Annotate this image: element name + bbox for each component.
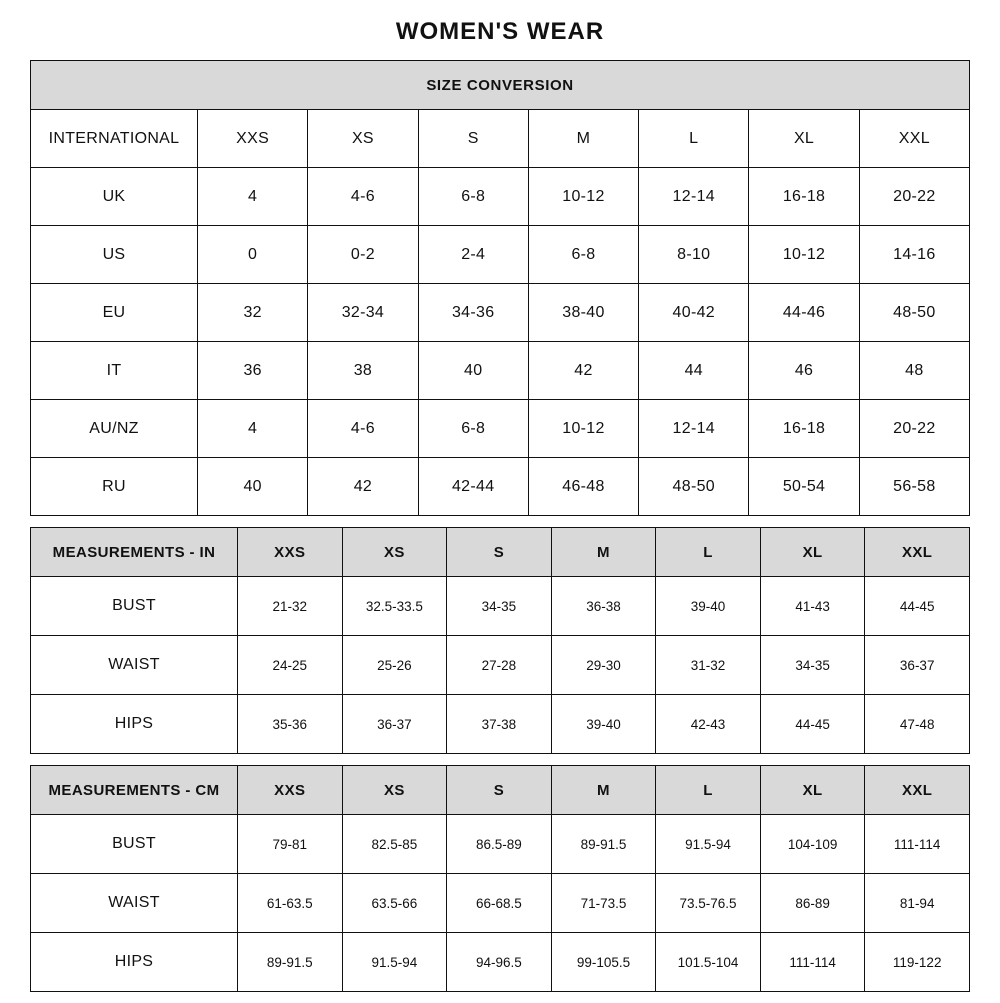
size-column-header: XL [760, 766, 865, 815]
cell: 24-25 [238, 636, 343, 695]
row-label: HIPS [31, 933, 238, 992]
cell: 40 [418, 342, 528, 400]
size-conversion-table [30, 60, 970, 516]
table-banner-row [31, 61, 970, 110]
cell: 81-94 [865, 874, 970, 933]
row-label: HIPS [31, 695, 238, 754]
cell: 12-14 [639, 168, 749, 226]
cell: 14-16 [859, 226, 969, 284]
cell: 42 [528, 342, 638, 400]
cell: 10-12 [528, 168, 638, 226]
cell: 34-35 [760, 636, 865, 695]
cell: 32-34 [308, 284, 418, 342]
cell: 101.5-104 [656, 933, 761, 992]
cell: 12-14 [639, 400, 749, 458]
cell: 111-114 [865, 815, 970, 874]
cell: 86.5-89 [447, 815, 552, 874]
cell: 2-4 [418, 226, 528, 284]
cell: 44 [639, 342, 749, 400]
cell: 21-32 [238, 577, 343, 636]
cell: 25-26 [342, 636, 447, 695]
column-header-international: INTERNATIONAL [31, 110, 198, 168]
row-label: EU [31, 284, 198, 342]
cell: 50-54 [749, 458, 859, 516]
table-row [31, 874, 970, 933]
cell: 31-32 [656, 636, 761, 695]
cell: 34-35 [447, 577, 552, 636]
cell: 91.5-94 [342, 933, 447, 992]
cell: 20-22 [859, 168, 969, 226]
size-column-header: XXS [238, 766, 343, 815]
cell: 39-40 [656, 577, 761, 636]
cell: 39-40 [551, 695, 656, 754]
cell: 0-2 [308, 226, 418, 284]
cell: 46 [749, 342, 859, 400]
size-chart-page [30, 0, 970, 992]
cell: 44-46 [749, 284, 859, 342]
cell: 10-12 [749, 226, 859, 284]
cell: 66-68.5 [447, 874, 552, 933]
table-row [31, 933, 970, 992]
table-row [31, 458, 970, 516]
cell: 20-22 [859, 400, 969, 458]
size-column-header: XL [760, 528, 865, 577]
row-label: BUST [31, 815, 238, 874]
table-row [31, 284, 970, 342]
column-header: L [639, 110, 749, 168]
size-column-header: XS [342, 528, 447, 577]
cell: 104-109 [760, 815, 865, 874]
table-header-row [31, 766, 970, 815]
cell: 36 [198, 342, 308, 400]
cell: 63.5-66 [342, 874, 447, 933]
cell: 16-18 [749, 400, 859, 458]
row-label: UK [31, 168, 198, 226]
table-row [31, 110, 970, 168]
cell: 73.5-76.5 [656, 874, 761, 933]
column-header: XXL [859, 110, 969, 168]
cell: 32.5-33.5 [342, 577, 447, 636]
cell: 40 [198, 458, 308, 516]
table-row [31, 636, 970, 695]
column-header: XL [749, 110, 859, 168]
cell: 40-42 [639, 284, 749, 342]
cell: 48-50 [639, 458, 749, 516]
cell: 46-48 [528, 458, 638, 516]
cell: 16-18 [749, 168, 859, 226]
table-row [31, 695, 970, 754]
row-label: AU/NZ [31, 400, 198, 458]
cell: 41-43 [760, 577, 865, 636]
measurements-in-table [30, 527, 970, 754]
cell: 36-37 [865, 636, 970, 695]
cell: 38 [308, 342, 418, 400]
cell: 47-48 [865, 695, 970, 754]
cell: 48 [859, 342, 969, 400]
page-title: WOMEN'S WEAR [395, 18, 605, 45]
cell: 36-37 [342, 695, 447, 754]
size-conversion-title: SIZE CONVERSION [31, 61, 970, 110]
size-column-header: M [551, 766, 656, 815]
cell: 86-89 [760, 874, 865, 933]
cell: 6-8 [418, 168, 528, 226]
table-row [31, 577, 970, 636]
cell: 79-81 [238, 815, 343, 874]
cell: 10-12 [528, 400, 638, 458]
size-column-header: XXL [865, 528, 970, 577]
cell: 29-30 [551, 636, 656, 695]
table-header-row [31, 528, 970, 577]
size-column-header: XXL [865, 766, 970, 815]
row-label: WAIST [31, 636, 238, 695]
cell: 71-73.5 [551, 874, 656, 933]
column-header: XXS [198, 110, 308, 168]
cell: 42-44 [418, 458, 528, 516]
row-label: WAIST [31, 874, 238, 933]
cell: 91.5-94 [656, 815, 761, 874]
cell: 4-6 [308, 400, 418, 458]
table-row [31, 815, 970, 874]
cell: 37-38 [447, 695, 552, 754]
column-header: S [418, 110, 528, 168]
cell: 61-63.5 [238, 874, 343, 933]
column-header: XS [308, 110, 418, 168]
cell: 36-38 [551, 577, 656, 636]
measurements-cm-table [30, 765, 970, 992]
cell: 94-96.5 [447, 933, 552, 992]
cell: 44-45 [760, 695, 865, 754]
table-row [31, 342, 970, 400]
column-header: M [528, 110, 638, 168]
cell: 6-8 [418, 400, 528, 458]
cell: 6-8 [528, 226, 638, 284]
cell: 89-91.5 [551, 815, 656, 874]
size-column-header: L [656, 528, 761, 577]
measurements-cm-title: MEASUREMENTS - CM [31, 766, 238, 815]
cell: 99-105.5 [551, 933, 656, 992]
cell: 35-36 [238, 695, 343, 754]
cell: 42-43 [656, 695, 761, 754]
size-column-header: M [551, 528, 656, 577]
row-label: BUST [31, 577, 238, 636]
table-row [31, 226, 970, 284]
table-row [31, 168, 970, 226]
row-label: US [31, 226, 198, 284]
row-label: IT [31, 342, 198, 400]
cell: 4 [198, 400, 308, 458]
cell: 4-6 [308, 168, 418, 226]
size-column-header: XXS [238, 528, 343, 577]
size-column-header: S [447, 766, 552, 815]
measurements-in-title: MEASUREMENTS - IN [31, 528, 238, 577]
row-label: RU [31, 458, 198, 516]
cell: 82.5-85 [342, 815, 447, 874]
cell: 42 [308, 458, 418, 516]
cell: 111-114 [760, 933, 865, 992]
size-column-header: XS [342, 766, 447, 815]
cell: 0 [198, 226, 308, 284]
cell: 56-58 [859, 458, 969, 516]
size-column-header: L [656, 766, 761, 815]
cell: 44-45 [865, 577, 970, 636]
cell: 38-40 [528, 284, 638, 342]
size-column-header: S [447, 528, 552, 577]
table-row [31, 400, 970, 458]
cell: 119-122 [865, 933, 970, 992]
cell: 89-91.5 [238, 933, 343, 992]
cell: 32 [198, 284, 308, 342]
cell: 4 [198, 168, 308, 226]
cell: 48-50 [859, 284, 969, 342]
cell: 27-28 [447, 636, 552, 695]
cell: 8-10 [639, 226, 749, 284]
cell: 34-36 [418, 284, 528, 342]
